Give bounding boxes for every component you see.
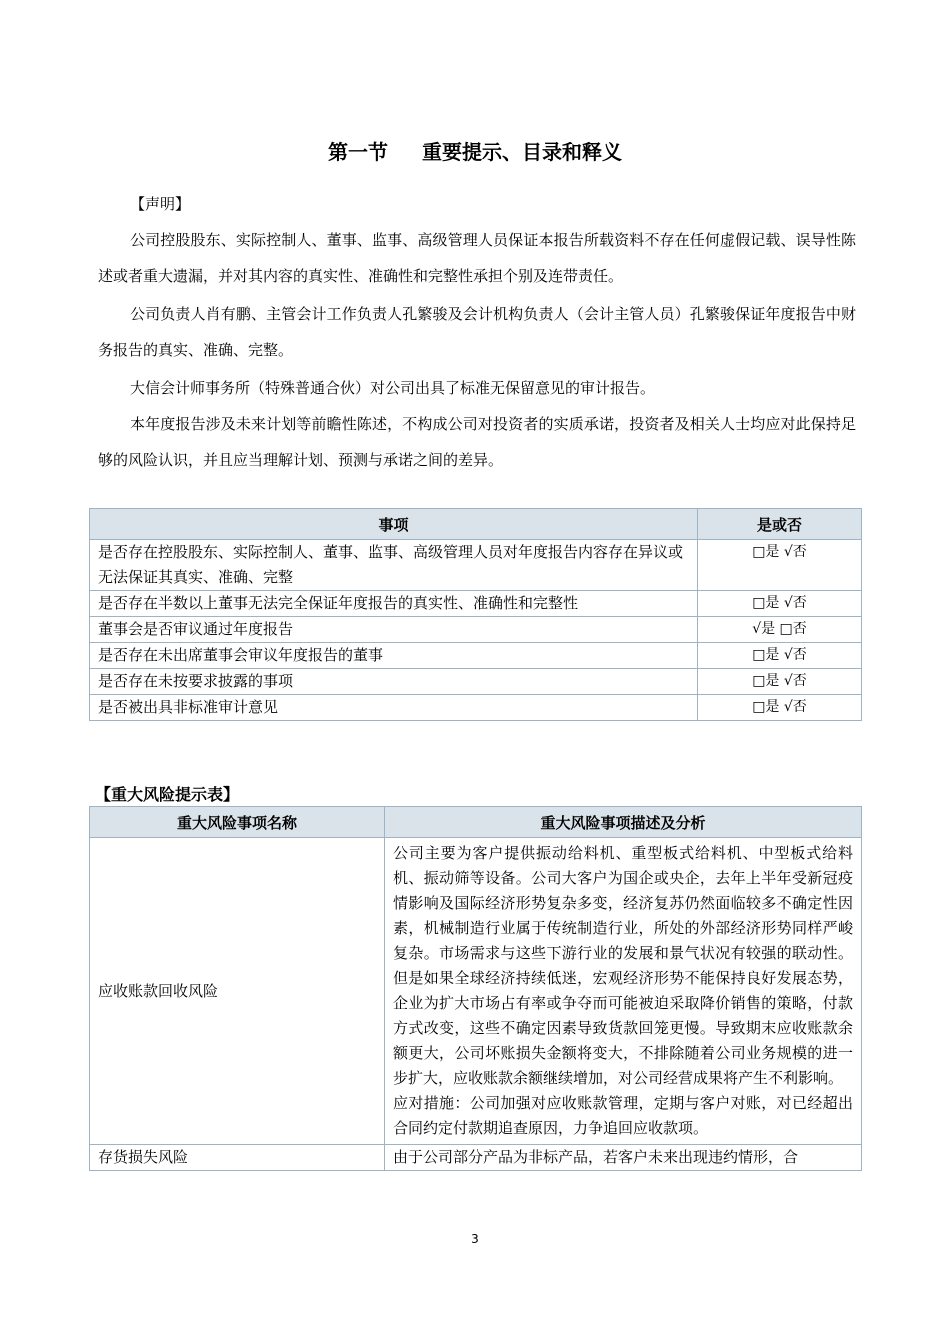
risk-header-name: 重大风险事项名称 [90,807,385,838]
page-number: 3 [471,1232,479,1246]
table-row [90,669,862,695]
matters-header-answer: 是或否 [698,509,862,540]
risk-name: 应收账款回收风险 [90,838,385,1145]
matter-answer: □是 √否 [698,695,862,721]
matter-item: 是否存在控股股东、实际控制人、董事、监事、高级管理人员对年度报告内容存在异议或无法保证其真实、准确、完整 [90,540,698,591]
table-row [90,1145,862,1171]
matter-item: 是否存在半数以上董事无法完全保证年度报告的真实性、准确性和完整性 [90,591,698,617]
matter-item: 董事会是否审议通过年度报告 [90,617,698,643]
table-row [90,617,862,643]
risk-description: 由于公司部分产品为非标产品，若客户未来出现违约情形，合 [385,1145,862,1171]
risk-table [89,806,862,1171]
risk-header-description: 重大风险事项描述及分析 [385,807,862,838]
table-row [90,540,862,591]
matter-item: 是否存在未按要求披露的事项 [90,669,698,695]
paragraph-forward-looking: 本年度报告涉及未来计划等前瞻性陈述，不构成公司对投资者的实质承诺，投资者及相关人士均应对此保持足够的风险认识，并且应当理解计划、预测与承诺之间的差异。 [98,415,856,469]
declaration-heading: 【声明】 [130,195,191,213]
paragraph-guarantee: 公司控股股东、实际控制人、董事、监事、高级管理人员保证本报告所载资料不存在任何虚假记载、误导性陈述或者重大遗漏，并对其内容的真实性、准确性和完整性承担个别及连带责任。 [98,231,856,285]
risk-description-cell [385,838,862,1145]
matters-header-item: 事项 [90,509,698,540]
risk-description: 公司主要为客户提供振动给料机、重型板式给料机、中型板式给料机、振动筛等设备。公司大客户为国企或央企，去年上半年受新冠疫情影响及国际经济形势复杂多变，经济复苏仍然面临较多不确定性因素，机械制造行业属于传统制造行业，所处的外部经济形势同样严峻复杂。市场需求与这些下游行业的发展和景气状况有较强的联动性。但是如果全球经济持续低迷，宏观经济形势不能保持良好发展态势，企业为扩大市场占有率或争夺而可能被迫采取降价销售的策略，付款方式改变，这些不确定因素导致货款回笼更慢。导致期末应收账款余额更大，公司坏账损失金额将变大，不排除随着公司业务规模的进一步扩大，应收账款余额继续增加，对公司经营成果将产生不利影响。 [393,844,853,1087]
matter-answer: □是 √否 [698,643,862,669]
paragraph-auditor: 大信会计师事务所（特殊普通合伙）对公司出具了标准无保留意见的审计报告。 [130,379,656,397]
matter-item: 是否存在未出席董事会审议年度报告的董事 [90,643,698,669]
table-row [90,695,862,721]
matter-answer: □是 √否 [698,669,862,695]
matter-item: 是否被出具非标准审计意见 [90,695,698,721]
paragraph-responsible-persons: 公司负责人肖有鹏、主管会计工作负责人孔繁骏及会计机构负责人（会计主管人员）孔繁骏保证年度报告中财务报告的真实、准确、完整。 [98,305,856,359]
table-row [90,643,862,669]
risk-table-label: 【重大风险提示表】 [95,785,240,804]
matters-table [89,508,862,721]
risk-measure: 应对措施：公司加强对应收账款管理，定期与客户对账，对已经超出合同约定付款期追查原因，力争追回应收款项。 [393,1094,853,1137]
section-number: 第一节 [328,140,388,164]
table-row [90,838,862,1145]
matter-answer: □是 √否 [698,540,862,591]
section-name: 重要提示、目录和释义 [422,140,622,164]
matter-answer: √是 □否 [698,617,862,643]
section-title [0,136,950,165]
matter-answer: □是 √否 [698,591,862,617]
table-row [90,591,862,617]
risk-name: 存货损失风险 [90,1145,385,1171]
